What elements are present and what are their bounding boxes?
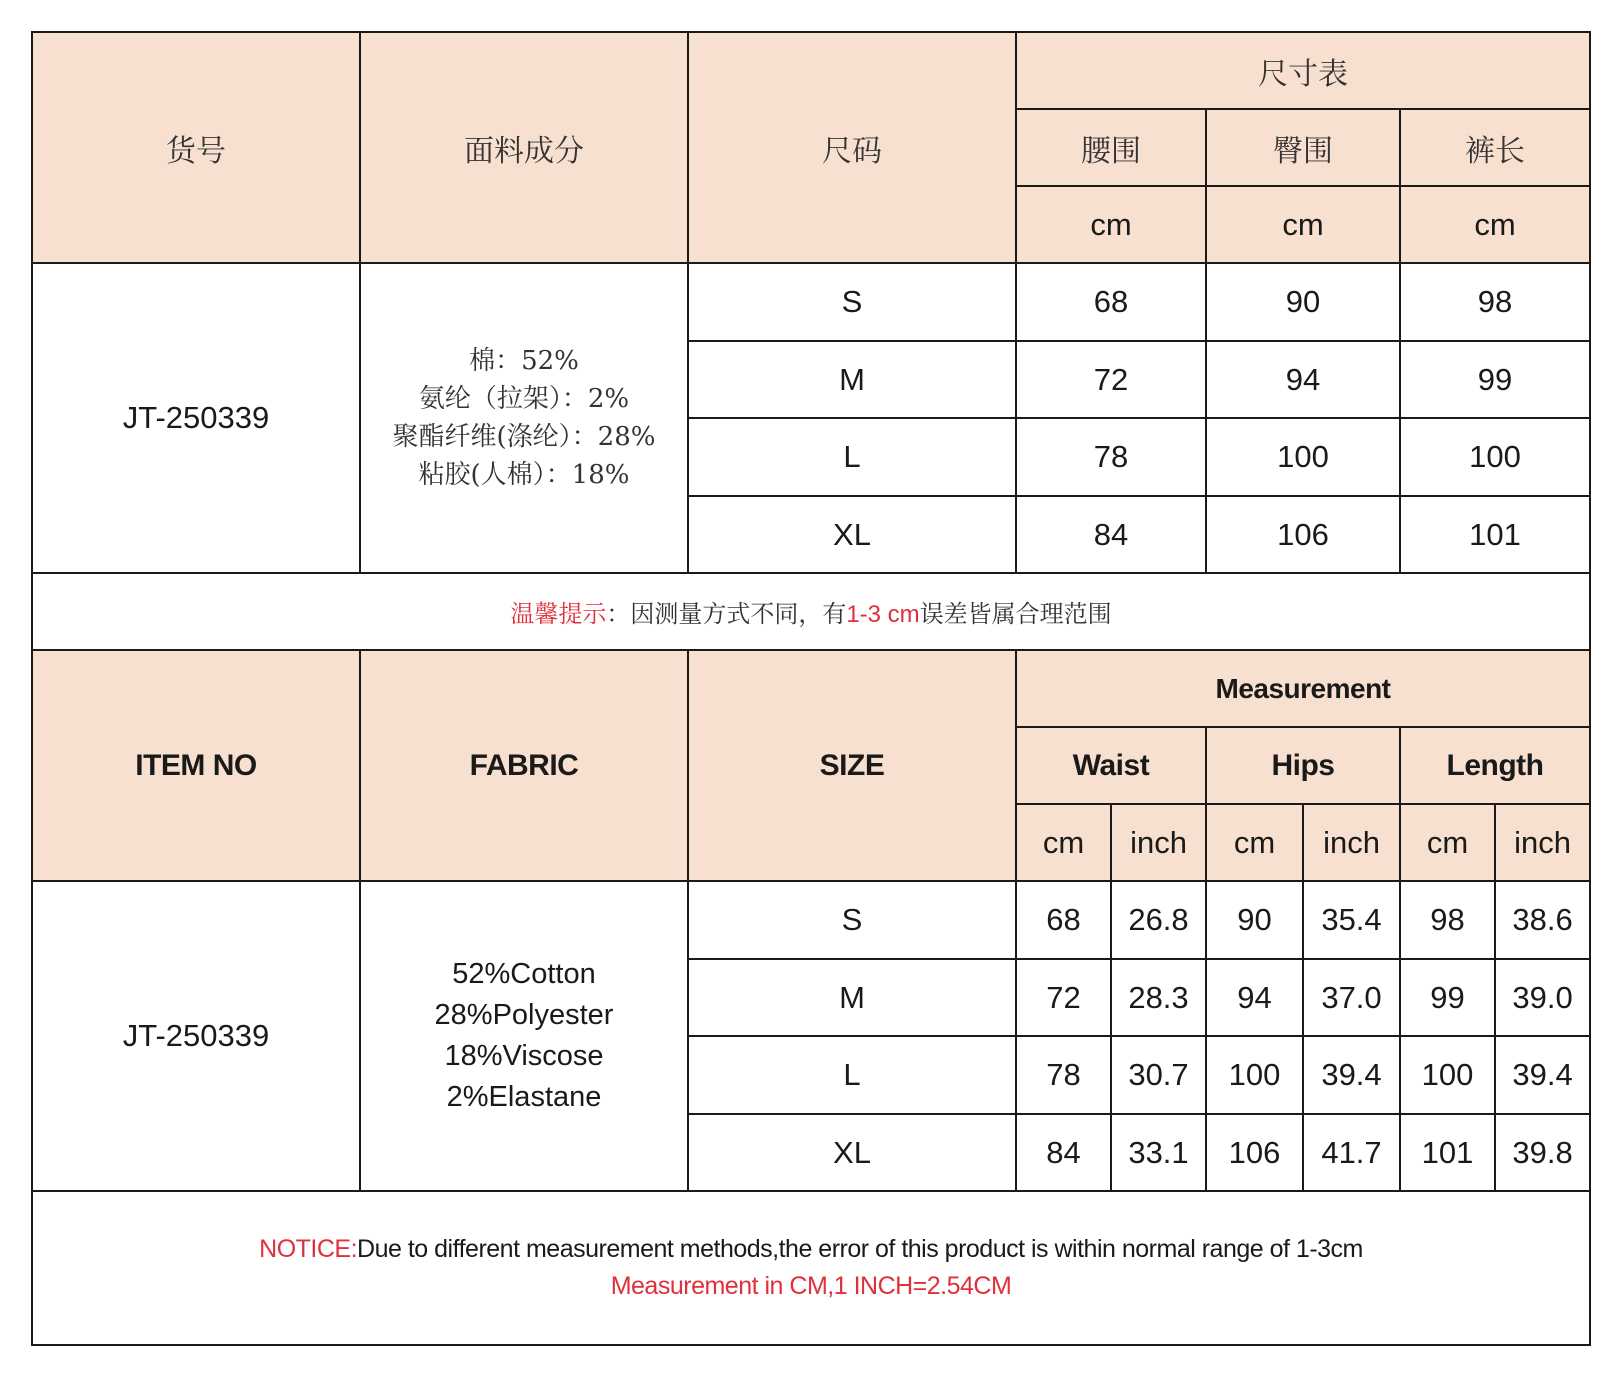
cn-size-cell: XL — [688, 496, 1016, 573]
cn-size-cell: S — [688, 263, 1016, 341]
cn-hips-cell: 90 — [1206, 263, 1400, 341]
en-length-cm-cell: 98 — [1400, 881, 1495, 959]
en-hips-inch-cell: 41.7 — [1303, 1114, 1400, 1191]
cn-waist-unit: cm — [1016, 186, 1206, 263]
en-length-cm-unit: cm — [1400, 804, 1495, 881]
cn-waist-cell: 72 — [1016, 341, 1206, 418]
en-fabric-composition — [360, 881, 688, 1191]
en-length-cm-cell: 99 — [1400, 959, 1495, 1036]
en-hips-cm-cell: 94 — [1206, 959, 1303, 1036]
en-notice — [32, 1191, 1590, 1345]
en-waist-cm-cell: 68 — [1016, 881, 1111, 959]
en-length-cm-cell: 101 — [1400, 1114, 1495, 1191]
en-waist-inch-cell: 30.7 — [1111, 1036, 1206, 1114]
cn-fabric-line: 棉：52% — [469, 346, 579, 376]
cn-hips-unit: cm — [1206, 186, 1400, 263]
cn-fabric-line: 聚酯纤维(涤纶）：28% — [392, 422, 656, 452]
en-hips-cm-unit: cm — [1206, 804, 1303, 881]
en-hips-inch-unit: inch — [1303, 804, 1400, 881]
table-row — [32, 263, 1590, 341]
en-fabric-header: FABRIC — [360, 650, 688, 881]
cn-hips-cell: 94 — [1206, 341, 1400, 418]
en-item-no-header: ITEM NO — [32, 650, 360, 881]
cn-waist-header: 腰围 — [1016, 109, 1206, 186]
en-size-header: SIZE — [688, 650, 1016, 881]
en-fabric-line: 52%Cotton — [452, 958, 596, 990]
en-measurement-header: Measurement — [1016, 650, 1590, 727]
en-length-header: Length — [1400, 727, 1590, 804]
en-hips-inch-cell: 35.4 — [1303, 881, 1400, 959]
en-waist-cm-cell: 72 — [1016, 959, 1111, 1036]
en-waist-inch-cell: 26.8 — [1111, 881, 1206, 959]
cn-fabric-header: 面料成分 — [360, 32, 688, 263]
en-hips-cm-cell: 100 — [1206, 1036, 1303, 1114]
cn-length-cell: 99 — [1400, 341, 1590, 418]
cn-size-cell: M — [688, 341, 1016, 418]
en-notice-line2: Measurement in CM,1 INCH=2.54CM — [610, 1272, 1012, 1300]
en-hips-cm-cell: 106 — [1206, 1114, 1303, 1191]
cn-tip-label: 温馨提示 — [510, 601, 607, 628]
en-item-no-value: JT-250339 — [32, 881, 360, 1191]
en-length-cm-cell: 100 — [1400, 1036, 1495, 1114]
cn-waist-cell: 68 — [1016, 263, 1206, 341]
en-waist-inch-cell: 33.1 — [1111, 1114, 1206, 1191]
en-size-cell: S — [688, 881, 1016, 959]
cn-waist-cell: 84 — [1016, 496, 1206, 573]
en-notice-label: NOTICE: — [259, 1235, 358, 1263]
en-length-inch-cell: 39.8 — [1495, 1114, 1590, 1191]
en-waist-inch-cell: 28.3 — [1111, 959, 1206, 1036]
cn-tip-text-end: 误差皆属合理范围 — [919, 600, 1112, 628]
cn-tip-text: ：因测量方式不同，有 — [606, 600, 847, 628]
cn-fabric-composition — [360, 263, 688, 573]
en-length-inch-cell: 38.6 — [1495, 881, 1590, 959]
en-size-cell: XL — [688, 1114, 1016, 1191]
cn-item-no-value: JT-250339 — [32, 263, 360, 573]
cn-item-no-header: 货号 — [32, 32, 360, 263]
cn-size-cell: L — [688, 418, 1016, 496]
cn-length-header: 裤长 — [1400, 109, 1590, 186]
cn-fabric-line: 粘胶(人棉）：18% — [418, 460, 630, 490]
en-hips-cm-cell: 90 — [1206, 881, 1303, 959]
cn-length-unit: cm — [1400, 186, 1590, 263]
en-fabric-line: 28%Polyester — [434, 999, 614, 1031]
en-fabric-line: 2%Elastane — [446, 1081, 602, 1113]
en-notice-text: Due to different measurement methods,the error of this product is within normal range of 1-3cm — [357, 1235, 1363, 1263]
en-hips-header: Hips — [1206, 727, 1400, 804]
en-waist-cm-cell: 78 — [1016, 1036, 1111, 1114]
cn-fabric-line: 氨纶（拉架）：2% — [418, 384, 630, 414]
en-waist-inch-unit: inch — [1111, 804, 1206, 881]
cn-size-header: 尺码 — [688, 32, 1016, 263]
cn-hips-cell: 106 — [1206, 496, 1400, 573]
cn-length-cell: 101 — [1400, 496, 1590, 573]
table-row — [32, 881, 1590, 959]
cn-hips-cell: 100 — [1206, 418, 1400, 496]
cn-waist-cell: 78 — [1016, 418, 1206, 496]
cn-length-cell: 98 — [1400, 263, 1590, 341]
en-length-inch-cell: 39.0 — [1495, 959, 1590, 1036]
en-size-cell: L — [688, 1036, 1016, 1114]
size-chart-table — [31, 31, 1591, 1346]
en-notice-line1 — [33, 1231, 1589, 1268]
cn-length-cell: 100 — [1400, 418, 1590, 496]
en-waist-cm-cell: 84 — [1016, 1114, 1111, 1191]
cn-tip-range: 1-3 cm — [846, 601, 920, 628]
en-waist-cm-unit: cm — [1016, 804, 1111, 881]
en-hips-inch-cell: 39.4 — [1303, 1036, 1400, 1114]
en-length-inch-unit: inch — [1495, 804, 1590, 881]
cn-size-chart-header: 尺寸表 — [1016, 32, 1590, 109]
cn-warm-tip — [32, 573, 1590, 650]
en-size-cell: M — [688, 959, 1016, 1036]
cn-hips-header: 臀围 — [1206, 109, 1400, 186]
en-waist-header: Waist — [1016, 727, 1206, 804]
en-hips-inch-cell: 37.0 — [1303, 959, 1400, 1036]
en-fabric-line: 18%Viscose — [444, 1040, 604, 1072]
en-length-inch-cell: 39.4 — [1495, 1036, 1590, 1114]
